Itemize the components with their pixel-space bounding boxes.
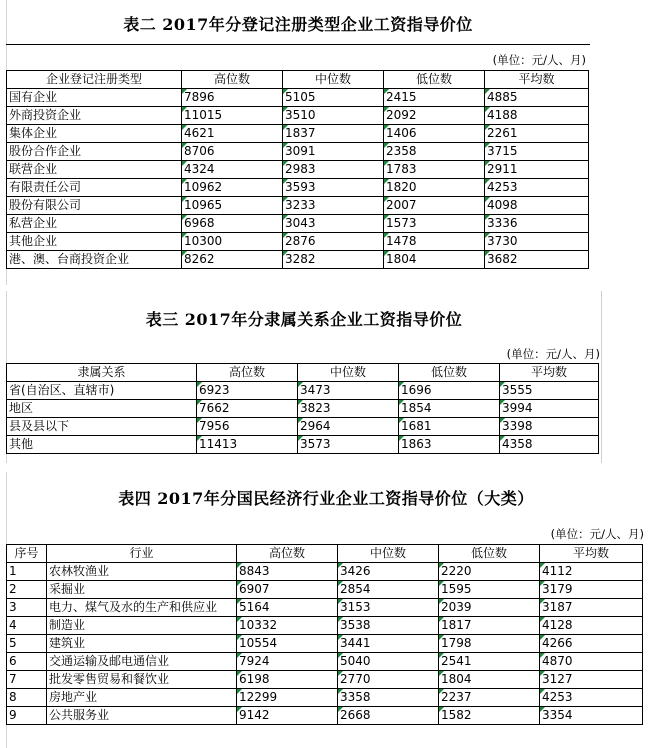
label-cell[interactable]: 地区 [7, 400, 197, 418]
label-cell[interactable]: 有限责任公司 [7, 179, 182, 197]
value-cell[interactable]: 2983 [283, 161, 384, 179]
value-cell[interactable]: 3187 [540, 599, 643, 617]
value-cell[interactable]: 2007 [384, 197, 485, 215]
value-cell[interactable]: 2854 [338, 581, 439, 599]
value-cell[interactable]: 3336 [485, 215, 589, 233]
table4 [6, 544, 643, 725]
table3-header-row [7, 364, 599, 382]
table-row [7, 599, 643, 617]
table-row [7, 215, 589, 233]
table2-title: 表二 2017年分登记注册类型企业工资指导价位 [123, 15, 473, 34]
table-row [7, 671, 643, 689]
column-header: 高位数 [237, 545, 338, 563]
value-cell[interactable]: 3441 [338, 635, 439, 653]
value-cell[interactable]: 7662 [197, 400, 298, 418]
label-cell[interactable]: 省(自治区、直辖市) [7, 382, 197, 400]
value-cell[interactable]: 2261 [485, 125, 589, 143]
label-cell[interactable]: 1 [7, 563, 47, 581]
table2-title-rule [6, 44, 590, 45]
value-cell[interactable]: 3354 [540, 707, 643, 725]
label-cell[interactable]: 5 [7, 635, 47, 653]
value-cell[interactable]: 10332 [237, 617, 338, 635]
value-cell[interactable]: 2541 [439, 653, 540, 671]
value-cell[interactable]: 3994 [500, 400, 599, 418]
value-cell[interactable]: 1804 [439, 671, 540, 689]
label-cell[interactable]: 2 [7, 581, 47, 599]
value-cell[interactable]: 4266 [540, 635, 643, 653]
value-cell[interactable]: 5105 [283, 89, 384, 107]
table-row [7, 382, 599, 400]
value-cell[interactable]: 3282 [283, 251, 384, 269]
value-cell[interactable]: 3043 [283, 215, 384, 233]
table3 [6, 363, 599, 454]
value-cell[interactable]: 1696 [399, 382, 500, 400]
table-row [7, 635, 643, 653]
value-cell[interactable]: 2415 [384, 89, 485, 107]
value-cell[interactable]: 10300 [182, 233, 283, 251]
column-header: 高位数 [197, 364, 298, 382]
label-cell[interactable]: 联营企业 [7, 161, 182, 179]
label-cell[interactable]: 批发零售贸易和餐饮业 [47, 671, 237, 689]
value-cell[interactable]: 3426 [338, 563, 439, 581]
value-cell[interactable]: 3593 [283, 179, 384, 197]
value-cell[interactable]: 2220 [439, 563, 540, 581]
value-cell[interactable]: 2237 [439, 689, 540, 707]
table-row [7, 125, 589, 143]
column-header: 高位数 [182, 71, 283, 89]
value-cell[interactable]: 4885 [485, 89, 589, 107]
label-cell[interactable]: 9 [7, 707, 47, 725]
value-cell[interactable]: 11015 [182, 107, 283, 125]
value-cell[interactable]: 3473 [298, 382, 399, 400]
value-cell[interactable]: 2039 [439, 599, 540, 617]
label-cell[interactable]: 6 [7, 653, 47, 671]
value-cell[interactable]: 4128 [540, 617, 643, 635]
value-cell[interactable]: 2668 [338, 707, 439, 725]
value-cell[interactable]: 1863 [399, 436, 500, 454]
value-cell[interactable]: 8706 [182, 143, 283, 161]
table-row [7, 251, 589, 269]
table3-unit: (单位：元/人、月) [506, 347, 600, 361]
value-cell[interactable]: 7924 [237, 653, 338, 671]
value-cell[interactable]: 2911 [485, 161, 589, 179]
table-row [7, 707, 643, 725]
value-cell[interactable]: 4112 [540, 563, 643, 581]
value-cell[interactable]: 7956 [197, 418, 298, 436]
table2-panel [6, 0, 590, 285]
value-cell[interactable]: 4358 [500, 436, 599, 454]
value-cell[interactable]: 3573 [298, 436, 399, 454]
value-cell[interactable]: 1854 [399, 400, 500, 418]
label-cell[interactable]: 4 [7, 617, 47, 635]
value-cell[interactable]: 3127 [540, 671, 643, 689]
table-row [7, 161, 589, 179]
label-cell[interactable]: 股份有限公司 [7, 197, 182, 215]
label-cell[interactable]: 国有企业 [7, 89, 182, 107]
value-cell[interactable]: 2358 [384, 143, 485, 161]
value-cell[interactable]: 3398 [500, 418, 599, 436]
table2-header-row [7, 71, 589, 89]
label-cell[interactable]: 建筑业 [47, 635, 237, 653]
value-cell[interactable]: 1817 [439, 617, 540, 635]
table-row [7, 689, 643, 707]
value-cell[interactable]: 3682 [485, 251, 589, 269]
column-header: 低位数 [384, 71, 485, 89]
value-cell[interactable]: 5164 [237, 599, 338, 617]
label-cell[interactable]: 公共服务业 [47, 707, 237, 725]
value-cell[interactable]: 6923 [197, 382, 298, 400]
value-cell[interactable]: 1478 [384, 233, 485, 251]
value-cell[interactable]: 3510 [283, 107, 384, 125]
value-cell[interactable]: 4870 [540, 653, 643, 671]
value-cell[interactable]: 1837 [283, 125, 384, 143]
label-cell[interactable]: 交通运输及邮电通信业 [47, 653, 237, 671]
table-row [7, 143, 589, 161]
value-cell[interactable]: 5040 [338, 653, 439, 671]
value-cell[interactable]: 3730 [485, 233, 589, 251]
table-row [7, 107, 589, 125]
value-cell[interactable]: 3555 [500, 382, 599, 400]
column-header: 低位数 [399, 364, 500, 382]
value-cell[interactable]: 3823 [298, 400, 399, 418]
label-cell[interactable]: 7 [7, 671, 47, 689]
label-cell[interactable]: 农林牧渔业 [47, 563, 237, 581]
label-cell[interactable]: 私营企业 [7, 215, 182, 233]
table-row [7, 233, 589, 251]
value-cell[interactable]: 3091 [283, 143, 384, 161]
table4-body [7, 545, 643, 725]
value-cell[interactable]: 7896 [182, 89, 283, 107]
label-cell[interactable]: 股份合作企业 [7, 143, 182, 161]
table-row [7, 418, 599, 436]
table-row [7, 617, 643, 635]
value-cell[interactable]: 3715 [485, 143, 589, 161]
value-cell[interactable]: 1798 [439, 635, 540, 653]
table-row [7, 179, 589, 197]
column-header: 行业 [47, 545, 237, 563]
column-header: 低位数 [439, 545, 540, 563]
value-cell[interactable]: 4188 [485, 107, 589, 125]
label-cell[interactable]: 8 [7, 689, 47, 707]
label-cell[interactable]: 集体企业 [7, 125, 182, 143]
label-cell[interactable]: 其他 [7, 436, 197, 454]
value-cell[interactable]: 10962 [182, 179, 283, 197]
value-cell[interactable]: 10554 [237, 635, 338, 653]
table-row [7, 653, 643, 671]
label-cell[interactable]: 电力、煤气及水的生产和供应业 [47, 599, 237, 617]
table4-title: 表四 2017年分国民经济行业企业工资指导价位（大类） [118, 489, 534, 508]
table-row [7, 89, 589, 107]
value-cell[interactable]: 4253 [485, 179, 589, 197]
table-row [7, 400, 599, 418]
value-cell[interactable]: 4253 [540, 689, 643, 707]
label-cell[interactable]: 房地产业 [47, 689, 237, 707]
table2 [6, 70, 589, 269]
table2-unit: (单位：元/人、月) [492, 53, 586, 67]
value-cell[interactable]: 11413 [197, 436, 298, 454]
value-cell[interactable]: 3358 [338, 689, 439, 707]
value-cell[interactable]: 1573 [384, 215, 485, 233]
label-cell[interactable]: 3 [7, 599, 47, 617]
value-cell[interactable]: 1681 [399, 418, 500, 436]
column-header: 平均数 [500, 364, 599, 382]
label-cell[interactable]: 其他企业 [7, 233, 182, 251]
value-cell[interactable]: 1804 [384, 251, 485, 269]
label-cell[interactable]: 采掘业 [47, 581, 237, 599]
table-row [7, 436, 599, 454]
column-header: 序号 [7, 545, 47, 563]
column-header: 平均数 [540, 545, 643, 563]
column-header: 中位数 [338, 545, 439, 563]
label-cell[interactable]: 港、澳、台商投资企业 [7, 251, 182, 269]
table4-header-row [7, 545, 643, 563]
label-cell[interactable]: 县及县以下 [7, 418, 197, 436]
value-cell[interactable]: 2876 [283, 233, 384, 251]
value-cell[interactable]: 6907 [237, 581, 338, 599]
table2-body [7, 71, 589, 269]
value-cell[interactable]: 4621 [182, 125, 283, 143]
label-cell[interactable]: 外商投资企业 [7, 107, 182, 125]
value-cell[interactable]: 12299 [237, 689, 338, 707]
value-cell[interactable]: 9142 [237, 707, 338, 725]
column-header: 隶属关系 [7, 364, 197, 382]
value-cell[interactable]: 3179 [540, 581, 643, 599]
table-row [7, 581, 643, 599]
value-cell[interactable]: 10965 [182, 197, 283, 215]
value-cell[interactable]: 1406 [384, 125, 485, 143]
table-row [7, 563, 643, 581]
value-cell[interactable]: 2770 [338, 671, 439, 689]
value-cell[interactable]: 1783 [384, 161, 485, 179]
value-cell[interactable]: 2092 [384, 107, 485, 125]
value-cell[interactable]: 3233 [283, 197, 384, 215]
value-cell[interactable]: 6968 [182, 215, 283, 233]
value-cell[interactable]: 6198 [237, 671, 338, 689]
value-cell[interactable]: 3538 [338, 617, 439, 635]
value-cell[interactable]: 8843 [237, 563, 338, 581]
value-cell[interactable]: 8262 [182, 251, 283, 269]
table3-body [7, 364, 599, 454]
table3-panel [6, 291, 602, 463]
table4-panel [6, 472, 646, 748]
label-cell[interactable]: 制造业 [47, 617, 237, 635]
table3-title: 表三 2017年分隶属关系企业工资指导价位 [145, 310, 463, 329]
value-cell[interactable]: 1582 [439, 707, 540, 725]
column-header: 中位数 [283, 71, 384, 89]
column-header: 平均数 [485, 71, 589, 89]
value-cell[interactable]: 2964 [298, 418, 399, 436]
value-cell[interactable]: 4098 [485, 197, 589, 215]
value-cell[interactable]: 3153 [338, 599, 439, 617]
column-header: 中位数 [298, 364, 399, 382]
table4-unit: (单位：元/人、月) [550, 527, 644, 541]
value-cell[interactable]: 4324 [182, 161, 283, 179]
column-header: 企业登记注册类型 [7, 71, 182, 89]
value-cell[interactable]: 1820 [384, 179, 485, 197]
value-cell[interactable]: 1595 [439, 581, 540, 599]
table-row [7, 197, 589, 215]
